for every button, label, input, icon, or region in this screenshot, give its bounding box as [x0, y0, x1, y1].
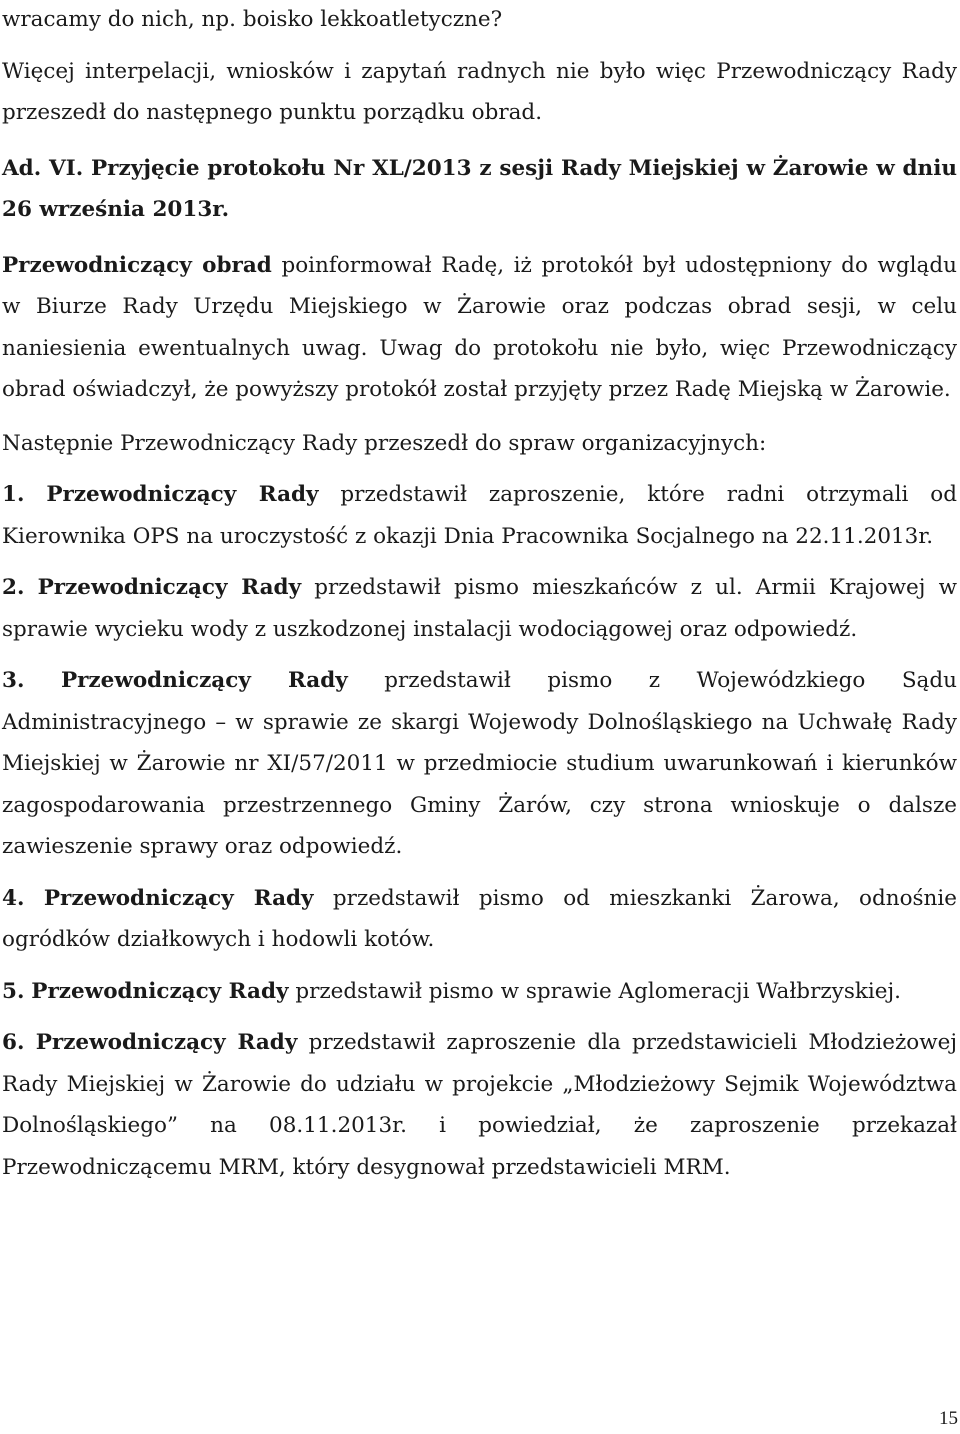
- item-number: 4.: [2, 885, 25, 911]
- list-item-6: [2, 1022, 957, 1188]
- item-bold-lead: Przewodniczący Rady: [37, 575, 302, 600]
- list-item-1: [2, 474, 957, 557]
- item-bold-lead: Przewodniczący Rady: [43, 885, 314, 911]
- list-item-5: [2, 971, 957, 1013]
- section-heading: Ad. VI. Przyjęcie protokołu Nr XL/2013 z sesji Rady Miejskiej w Żarowie w dniu 26 września 2013r.: [2, 155, 957, 222]
- item-text: przedstawił pismo z Wojewódzkiego Sądu Administracyjnego – w sprawie ze skargi Wojewody Dolnośląskiego na Uchwałę Rady Miejskiej w Żarowie nr XI/57/2011 w przedmiocie studium uwarunkowań i kierunków zagospodarowania przestrzennego Gminy Żarów, czy strona wnioskuje o dalsze zawieszenie sprawy oraz odpowiedź.: [2, 668, 957, 859]
- item-bold-lead: Przewodniczący Rady: [35, 1030, 298, 1055]
- list-item-3: [2, 660, 957, 868]
- item-bold-lead: Przewodniczący Rady: [46, 482, 319, 507]
- item-text: przedstawił zaproszenie dla przedstawicieli Młodzieżowej Rady Miejskiej w Żarowie do udziału w projekcie „Młodzieżowy Sejmik Województwa Dolnośląskiego” na 08.11.2013r. i powiedział, że zaproszenie przekazał Przewodniczącemu MRM, który desygnował przedstawicieli MRM.: [2, 1030, 958, 1180]
- paragraph-interpelacje: Więcej interpelacji, wniosków i zapytań radnych nie było więc Przewodniczący Rady przeszedł do następnego punktu porządku obrad.: [2, 58, 957, 125]
- item-text: przedstawił pismo mieszkańców z ul. Armii Krajowej w sprawie wycieku wody z uszkodzonej instalacji wodociągowej oraz odpowiedź.: [2, 575, 957, 642]
- item-number: 2.: [2, 575, 25, 600]
- list-item-2: [2, 567, 957, 650]
- protocol-text: poinformował Radę, iż protokół był udostępniony do wglądu w Biurze Rady Urzędu Miejskiego w Żarowie oraz podczas obrad sesji, w celu naniesienia ewentualnych uwag. Uwag do protokołu nie było, więc Przewodniczący obrad oświadczył, że powyższy protokół został przyjęty przez Radę Miejską w Żarowie.: [2, 252, 957, 402]
- protocol-paragraph: [2, 245, 957, 411]
- item-text: przedstawił pismo w sprawie Aglomeracji Wałbrzyskiej.: [288, 978, 901, 1004]
- item-bold-lead: Przewodniczący Rady: [60, 668, 348, 693]
- item-number: 1.: [2, 482, 25, 507]
- protocol-bold-lead: Przewodniczący obrad: [2, 252, 272, 278]
- item-number: 5.: [2, 978, 25, 1004]
- item-text: przedstawił pismo od mieszkanki Żarowa, odnośnie ogródków działkowych i hodowli kotów.: [2, 885, 957, 952]
- intro-line: wracamy do nich, np. boisko lekkoatletyczne?: [2, 7, 503, 32]
- item-number: 3.: [2, 668, 25, 693]
- organizational-intro: Następnie Przewodniczący Rady przeszedł do spraw organizacyjnych:: [2, 430, 767, 456]
- document-page: [2, 0, 957, 1188]
- item-bold-lead: Przewodniczący Rady: [31, 978, 289, 1004]
- list-item-4: [2, 878, 957, 961]
- item-number: 6.: [2, 1030, 25, 1055]
- item-text: przedstawił zaproszenie, które radni otrzymali od Kierownika OPS na uroczystość z okazji Dnia Pracownika Socjalnego na 22.11.2013r.: [2, 482, 958, 549]
- page-number: 15: [939, 1408, 958, 1429]
